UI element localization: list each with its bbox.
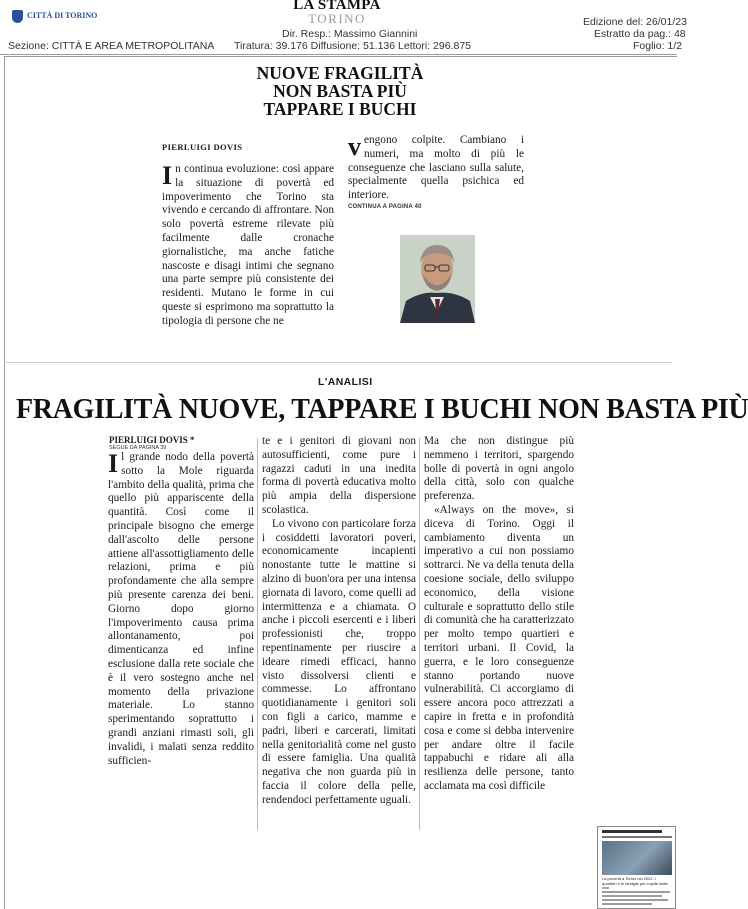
clipping-header bbox=[0, 0, 687, 55]
analysis-column-3 bbox=[424, 435, 574, 794]
masthead-city: TORINO bbox=[308, 11, 366, 26]
brand-name: CITTÀ DI TORINO bbox=[27, 11, 98, 20]
thumbnail-text-line bbox=[602, 903, 652, 905]
extract-page: Estratto da pag.: 48 bbox=[594, 28, 686, 40]
front-paragraph: In continua evoluzione: così appare la situazione di povertà ed impoverimento che Torino sta vivendo e cercando di affrontare. Non solo povertà estreme rilevate più facilmente dalle cronache giornalistiche, ma anche fatiche nascoste e disagi intimi che segnano una parte sempre più consistente dei residenti. Mutano le forme in cui queste si esprimono ma soprattutto la tipologia di persone che ne bbox=[162, 161, 334, 327]
thumbnail-photo bbox=[602, 841, 672, 875]
kicker-label: L'ANALISI bbox=[318, 376, 373, 388]
front-byline: PIERLUIGI DOVIS bbox=[162, 142, 243, 152]
author-portrait-image bbox=[400, 235, 475, 323]
masthead bbox=[262, 0, 412, 25]
front-column-1 bbox=[162, 163, 334, 329]
analysis-paragraph: Ma che non distingue più nemmeno i territori, spargendo bolle di povertà in ogni angolo della città, solo con qualche preferenza. bbox=[424, 435, 574, 503]
thumbnail-text-line bbox=[602, 895, 662, 897]
circulation-label: Tiratura: 39.176 Diffusione: 51.136 Lettori: 296.875 bbox=[234, 40, 471, 52]
analysis-headline: FRAGILITÀ NUOVE, TAPPARE I BUCHI NON BASTA PIÙ bbox=[16, 394, 748, 425]
city-crest-icon bbox=[12, 10, 23, 23]
analysis-paragraph: «Always on the move», si diceva di Torino. Oggi il cambiamento diventa un imperativo a cui non possiamo sottrarci. Ne va della tenuta della coesione sociale, dello sviluppo economico, della visione culturale e soprattutto dello stile di comunità che ha caratterizzato per molto tempo quartieri e territori urbani. Il Covid, la guerra, e le loro conseguenze stanno portando nuove vulnerabilità. Ci accorgiamo di essere ancora poco attrezzati a capire in fretta e in profondità cosa e come si debba intervenire per andare oltre il facile tappabuchi e ridare ali alla resilienza delle persone, tanto acclamata ma così difficile bbox=[424, 503, 574, 792]
continue-note: CONTINUA A PAGINA 40 bbox=[348, 204, 422, 210]
page-thumbnail[interactable] bbox=[597, 826, 676, 909]
analysis-byline: PIERLUIGI DOVIS * bbox=[109, 435, 195, 445]
sheet-number: Foglio: 1/2 bbox=[633, 40, 683, 52]
analysis-paragraph: te e i genitori di giovani non autosufficienti, come pure i ragazzi caduti in una inedita forma di povertà educativa molto più ampia della dispersione scolastica. bbox=[262, 435, 416, 516]
author-portrait bbox=[400, 235, 475, 323]
column-rule bbox=[257, 438, 258, 830]
director-label: Dir. Resp.: Massimo Giannini bbox=[282, 28, 418, 40]
analysis-column-1 bbox=[108, 451, 254, 768]
thumbnail-text-line bbox=[602, 899, 668, 901]
masthead-name: LA STAMPA bbox=[293, 0, 381, 13]
follows-note: SEGUE DA PAGINA 39 bbox=[109, 445, 167, 451]
analysis-paragraph: Lo vivono con particolare forza i cosiddetti lavoratori poveri, economicamente incapienti nonostante tutte le mattine si alzino di buon'ora per una intensa giornata di lavoro, come quelli ad intermittenza e a chiamata. O anche i piccoli esercenti e i liberi professionisti che, troppo repentinamente per riuscire a ideare rimedi efficaci, hanno visto dissolversi clienti e commesse. Lo affrontano quotidianamente i genitori soli con figli a carico, mamme e padri, liberi e carcerati, limitati nella genitorialità come nel gusto di essere famiglia. Una qualità negativa che non guarda più in faccia il colore della pelle, rendendoci perfettamente uguali. bbox=[262, 517, 416, 806]
front-headline-line: NUOVE FRAGILITÀ bbox=[256, 63, 424, 83]
front-column-2 bbox=[348, 134, 524, 203]
section-label: Sezione: CITTÀ E AREA METROPOLITANA bbox=[8, 40, 215, 52]
front-headline-line: NON BASTA PIÙ bbox=[273, 81, 407, 101]
analysis-paragraph: Il grande nodo della povertà sotto la Mole riguarda l'ambito della qualità, prima che quello più appariscente della quantità. Così come il principale bisogno che emerge dall'ascolto delle persone attiene all'assottigliamento delle relazioni, prima e più profondamente che alla sempre più presente carenza dei beni. Giorno dopo giorno l'impoverimento causa prima allontanamento, poi dimenticanza ed infine esclusione dalla rete sociale che è il vero sostegno anche nel momento della privazione materiale. Lo stanno sperimentando soprattutto i grandi anziani rimasti soli, gli invalidi, i malati senza reddito sufficien- bbox=[108, 449, 254, 767]
edition-date: Edizione del: 26/01/23 bbox=[583, 16, 687, 28]
front-headline-line: TAPPARE I BUCHI bbox=[263, 99, 417, 119]
thumbnail-masthead bbox=[602, 830, 662, 833]
thumbnail-title bbox=[602, 836, 672, 838]
analysis-column-2 bbox=[262, 435, 416, 808]
section-divider bbox=[6, 362, 672, 363]
thumbnail-caption: La povertà a Torino nel 2022: i quartieri e le famiglie più colpite dalla crisi bbox=[602, 876, 668, 890]
front-paragraph: vengono colpite. Cambiano i numeri, ma molto di più le conseguenze che lasciano sulla salute, specialmente quella psichica ed interiore. bbox=[348, 132, 524, 202]
column-rule bbox=[419, 438, 420, 830]
thumbnail-text-line bbox=[602, 891, 670, 893]
front-headline bbox=[200, 64, 480, 118]
